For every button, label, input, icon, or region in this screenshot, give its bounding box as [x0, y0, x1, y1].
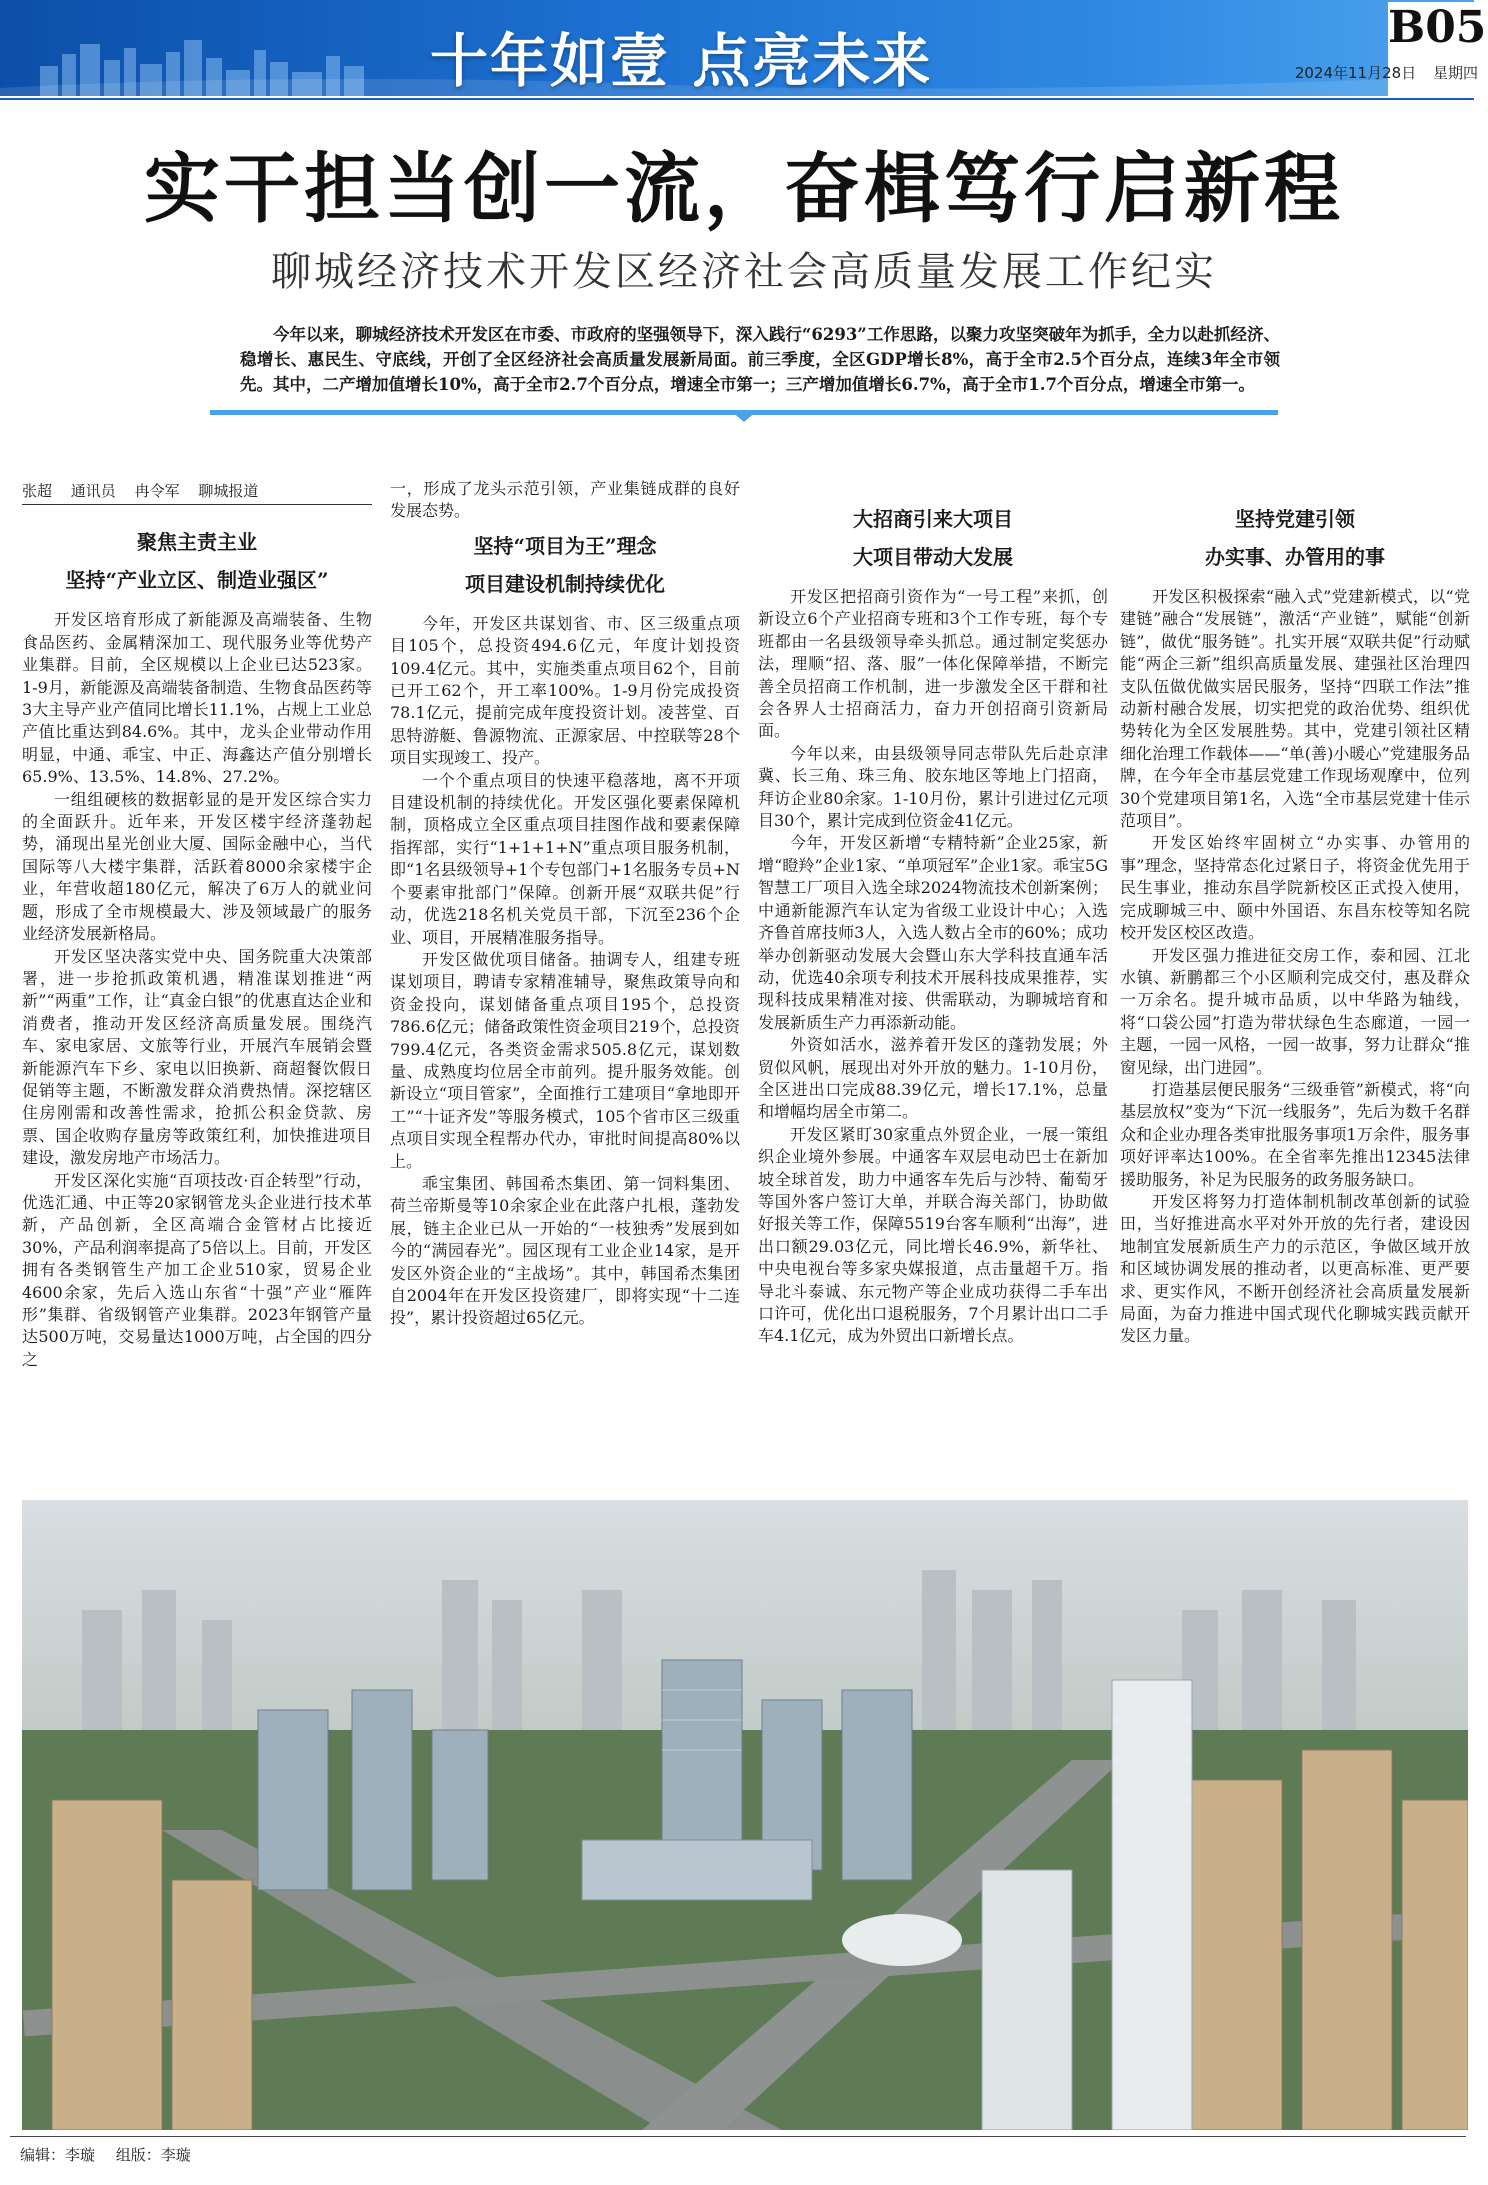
dateline: [1283, 62, 1478, 83]
paragraph: 开发区强力推进征交房工作，泰和园、江北水镇、新鹏都三个小区顺利完成交付，惠及群众一万余名。提升城市品质，以中华路为轴线，将“口袋公园”打造为带状绿色生态廊道，一园一主题，一园一风格，一园一故事，努力让群众“推窗见绿，出门进园”。: [1120, 945, 1470, 1077]
paragraph: 今年，开发区新增“专精特新”企业25家，新增“瞪羚”企业1家、“单项冠军”企业1家。乖宝5G智慧工厂项目入选全球2024物流技术创新案例；中通新能源汽车认定为省级工业设计中心；入选齐鲁首席技师3人，入选人数占全市的60%；成功举办创新驱动发展大会暨山东大学科技直通车活动，优选40余项专利技术开展科技成果推荐，实现科技成果精准对接、供需联动，为聊城培育和发展新质生产力再添新动能。: [758, 833, 1108, 1032]
issue-weekday: 星期四: [1432, 64, 1478, 82]
byline-location: 聊城报道: [198, 482, 259, 500]
byline-reporter: 张超: [22, 482, 53, 500]
byline-correspondent: 冉令军: [134, 482, 180, 500]
paragraph: 外资如活水，滋养着开发区的蓬勃发展；外贸似风帆，展现出对外开放的魅力。1-10月份，全区进出口完成88.39亿元，增长17.1%，总量和增幅均居全市第二。: [758, 1035, 1108, 1122]
issue-date: 2024年11月28日: [1294, 64, 1417, 82]
article-column-3: [758, 496, 1108, 1348]
article-column-2: [390, 478, 740, 1330]
main-headline: 实干担当创一流，奋楫笃行启新程: [144, 144, 1344, 233]
paragraph: 开发区做优项目储备。抽调专人，组建专班谋划项目，聘请专家精准辅导，聚焦政策导向和资金投向，谋划储备重点项目195个，总投资786.6亿元；储备政策性资金项目219个，总投资799.4亿元，各类资金需求505.8亿元，谋划数量、成熟度均位居全市前列。提升服务效能。创新设立“项目管家”，全面推行工建项目“拿地即开工”“十证齐发”等服务模式，105个省市区三级重点项目实现全程帮办代办，审批时间提高80%以上。: [390, 949, 740, 1171]
paragraph: 打造基层便民服务“三级垂管”新模式，将“向基层放权”变为“下沉一线服务”，先后为数千名群众和企业办理各类审批服务事项1万余件，服务事项好评率达100%。在全省率先推出12345法律援助服务，补足为民服务的政务服务缺口。: [1120, 1079, 1470, 1189]
paragraph: 一个个重点项目的快速平稳落地，离不开项目建设机制的持续优化。开发区强化要素保障机制，顶格成立全区重点项目挂图作战和要素保障指挥部，实行“1+1+1+N”重点项目服务机制，即“1名县级领导+1个专包部门+1名服务专员+N个要素审批部门”保障。创新开展“双联共促”行动，优选218名机关党员干部，下沉至236个企业、项目，开展精准服务指导。: [390, 770, 740, 947]
paragraph: 开发区坚决落实党中央、国务院重大决策部署，进一步抢抓政策机遇，精准谋划推进“两新”“两重”工作，让“真金白银”的优惠直达企业和消费者，推动开发区经济高质量发展。围绕汽车、家电家居、文旅等行业，开展汽车展销会暨新能源汽车下乡、家电以旧换新、商超餐饮假日促销等主题，不断激发群众消费热情。深挖辖区住房刚需和改善性需求，抢抓公积金贷款、房票、国企收购存量房等政策红利，加快推进项目建设，激发房地产市场活力。: [22, 946, 372, 1168]
masthead-rule: [0, 98, 1474, 100]
section-title-1: 聚焦主责主业 坚持“产业立区、制造业强区”: [65, 530, 329, 593]
byline-role: 通讯员: [70, 482, 116, 500]
paragraph-continued: 一，形成了龙头示范引领，产业集链成群的良好发展态势。: [390, 479, 740, 521]
lead-paragraph: 今年以来，聊城经济技术开发区在市委、市政府的坚强领导下，深入践行“6293”工作思路，以聚力攻坚突破年为抓手，全力以赴抓经济、稳增长、惠民生、守底线，开创了全区经济社会高质量发展新局面。前三季度，全区GDP增长8%，高于全市2.5个百分点，连续3年全市领先。其中，二产增加值增长10%，高于全市2.7个百分点，增速全市第一；三产增加值增长6.7%，高于全市1.7个百分点，增速全市第一。: [240, 325, 1280, 394]
paragraph: 乖宝集团、韩国希杰集团、第一饲料集团、荷兰帝斯曼等10余家企业在此落户扎根，蓬勃发展，链主企业已从一开始的“一枝独秀”发展到如今的“满园春光”。园区现有工业企业14家，是开发区外资企业的“主战场”。其中，韩国希杰集团自2004年在开发区投资建厂，即将实现“十二连投”，累计投资超过65亿元。: [390, 1173, 740, 1328]
paragraph: 开发区将努力打造体制机制改革创新的试验田，当好推进高水平对外开放的先行者，建设因地制宜发展新质生产力的示范区，争做区域开放和区域协调发展的推动者，以更高标准、更严要求、更实作风，不断开创经济社会高质量发展新局面，为奋力推进中国式现代化聊城实践贡献开发区力量。: [1120, 1191, 1470, 1346]
lead-divider: [210, 404, 1278, 424]
aerial-city-illustration: [22, 1500, 1468, 2130]
paragraph: 开发区深化实施“百项技改·百企转型”行动，优选汇通、中正等20家钢管龙头企业进行技术革新，产品创新，全区高端合金管材占比接近30%，产品利润率提高了5倍以上。目前，开发区拥有各类钢管生产加工企业510家，贸易企业4600余家，先后入选山东省“十强”产业“雁阵形”集群、省级钢管产业集群。2023年钢管产量达500万吨，交易量达1000万吨，占全国的四分之: [22, 1170, 372, 1369]
banner-title: 十年如壹 点亮未来: [430, 27, 933, 95]
paragraph: 今年，开发区共谋划省、市、区三级重点项目105个，总投资494.6亿元，年度计划投资109.4亿元。其中，实施类重点项目62个，目前已开工62个，开工率100%。1-9月份完成投资78.1亿元，提前完成年度投资计划。凌菩堂、百思特游艇、鲁源物流、正源家居、中控联等28个项目实现竣工、投产。: [390, 613, 740, 768]
byline: [22, 480, 372, 505]
page-code: B05: [1388, 2, 1487, 53]
aerial-city-photo: [22, 1500, 1468, 2130]
paragraph: 开发区把招商引资作为“一号工程”来抓，创新设立6个产业招商专班和3个工作专班，每个专班都由一名县级领导牵头抓总。通过制定奖惩办法，理顺“招、落、服”一体化保障举措，不断完善全员招商工作机制，进一步激发全区干群和社会各界人士招商活力，奋力开创招商引资新局面。: [758, 587, 1108, 741]
footer-credits: [20, 2144, 207, 2165]
footer-rule: [10, 2136, 1466, 2137]
layout-credit: 组版：李璇: [115, 2146, 191, 2164]
section-title-3: 大招商引来大项目 大项目带动大发展: [853, 507, 1013, 569]
masthead-banner: [0, 0, 1474, 96]
article-column-4: [1120, 496, 1470, 1348]
editor-credit: 编辑：李璇: [20, 2146, 96, 2164]
section-title-4: 坚持党建引领 办实事、办管用的事: [1205, 507, 1385, 569]
section-title-2: 坚持“项目为王”理念 项目建设机制持续优化: [465, 533, 665, 596]
paragraph: 开发区紧盯30家重点外贸企业，一展一策组织企业境外参展。中通客车双层电动巴士在新加坡全球首发，助力中通客车先后与沙特、葡萄牙等国外客户签订大单，并联合海关部门，协助做好报关等工作，保障5519台客车顺利“出海”，进出口额29.03亿元，同比增长46.9%，新华社、中央电视台等多家央媒报道，点击量超千万。指导北斗泰诚、东元物产等企业成功获得二手车出口许可，优化出口退税服务，7个月累计出口二手车4.1亿元，成为外贸出口新增长点。: [758, 1124, 1108, 1346]
sub-headline: 聊城经济技术开发区经济社会高质量发展工作纪实: [271, 249, 1217, 295]
paragraph: 开发区培育形成了新能源及高端装备、生物食品医药、金属精深加工、现代服务业等优势产业集群。目前，全区规模以上企业已达523家。1-9月，新能源及高端装备制造、生物食品医药等3大主导产业产值同比增长11.1%，占规上工业总产值比重达到84.6%。其中，龙头企业带动作用明显，中通、乖宝、中正、海鑫达产值分别增长65.9%、13.5%、14.8%、27.2%。: [22, 610, 372, 787]
paragraph: 一组组硬核的数据彰显的是开发区综合实力的全面跃升。近年来，开发区楼宇经济蓬勃起势，涌现出星光创业大厦、国际金融中心，当代国际等八大楼宇集群，活跃着8000余家楼宇企业，年营收超180亿元，解决了6万人的就业问题，形成了全市规模最大、涉及领域最广的服务业经济发展新格局。: [22, 789, 372, 944]
article-column-1: [22, 480, 372, 1371]
paragraph: 开发区积极探索“融入式”党建新模式，以“党建链”融合“发展链”，激活“产业链”，赋能“创新链”，做优“服务链”。扎实开展“双联共促”行动赋能“两企三新”组织高质量发展、建强社区治理四支队伍做优做实居民服务，坚持“四联工作法”推动新村融合发展，切实把党的政治优势、组织优势转化为全区发展胜势。其中，党建引领社区精细化治理工作载体——“单(善)小暖心”党建服务品牌，在今年全市基层党建工作现场观摩中，位列30个党建项目第1名，入选“全市基层党建十佳示范项目”。: [1120, 587, 1470, 831]
paragraph: 今年以来，由县级领导同志带队先后赴京津冀、长三角、珠三角、胶东地区等地上门招商，拜访企业80余家。1-10月份，累计引进过亿元项目30个，累计完成到位资金41亿元。: [758, 743, 1108, 831]
paragraph: 开发区始终牢固树立“办实事、办管用的事”理念，坚持常态化过紧日子，将资金优先用于民生事业，推动东昌学院新校区正式投入使用，完成聊城三中、颐中外国语、东昌东校等知名院校开发区校区改造。: [1120, 833, 1470, 943]
